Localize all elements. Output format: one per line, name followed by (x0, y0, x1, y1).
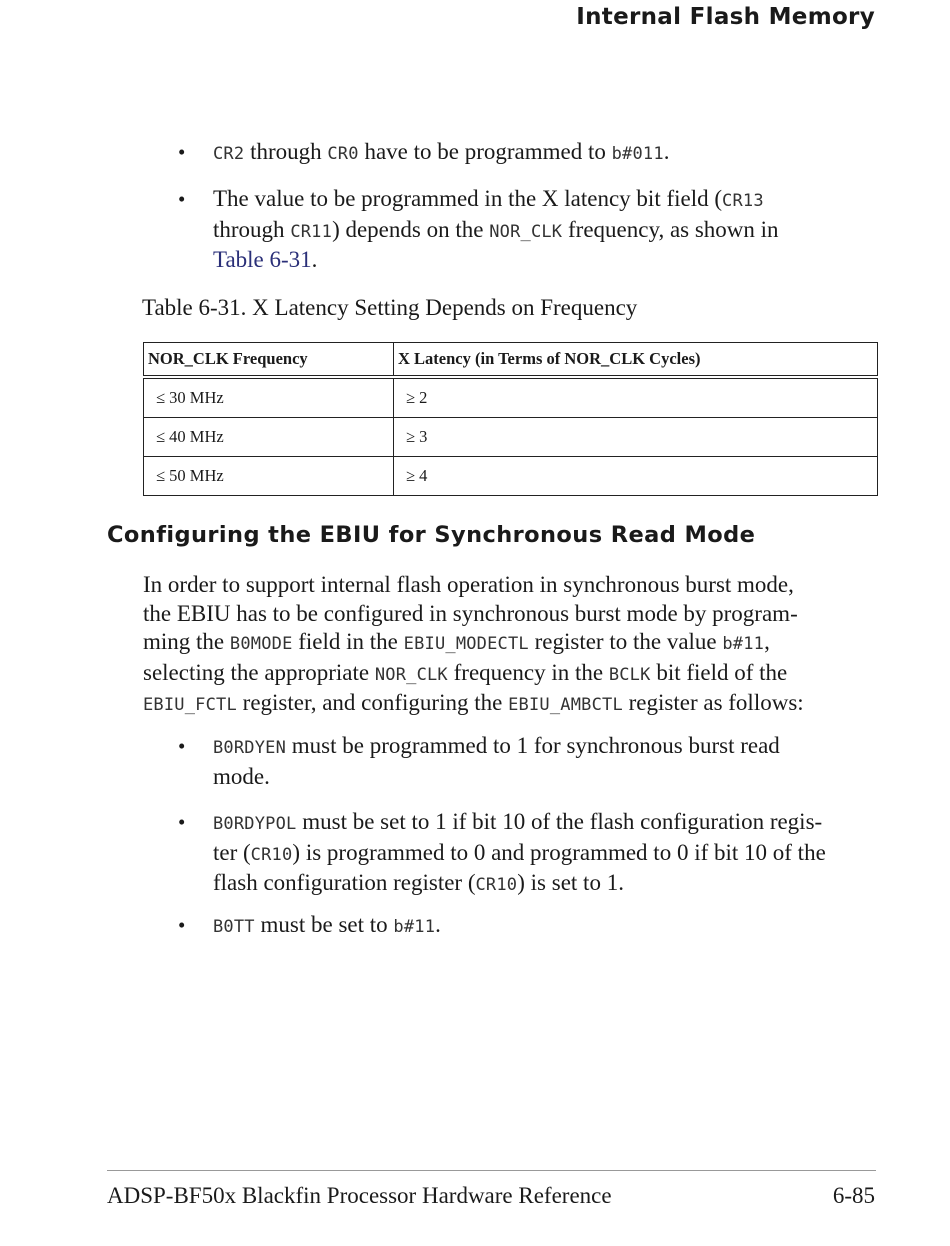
text-run: . (311, 247, 318, 272)
bullet-line (213, 185, 873, 216)
text-run: . (435, 912, 441, 937)
text-run: ter ( (213, 839, 251, 865)
register-name: NOR_CLK (489, 221, 563, 242)
text-run: register as follows: (622, 690, 804, 715)
register-name: B0TT (213, 917, 255, 937)
text-run: register to the value (528, 629, 723, 654)
register-name: CR2 (213, 144, 245, 164)
table-cell: ≤ 40 MHz (144, 418, 394, 457)
register-name: b#011 (611, 144, 664, 164)
register-name: CR10 (475, 875, 518, 895)
bullet-text (213, 732, 873, 791)
text-run: mode. (213, 763, 270, 789)
text-run: through (244, 139, 328, 164)
bullet-line (213, 839, 873, 870)
table-header-cell: X Latency (in Terms of NOR_CLK Cycles) (394, 343, 878, 378)
table-cell: ≤ 30 MHz (144, 377, 394, 418)
text-run: through (213, 216, 291, 242)
table-header-cell: NOR_CLK Frequency (144, 343, 394, 378)
table-cell: ≥ 4 (394, 457, 878, 496)
table-cell: ≥ 3 (394, 418, 878, 457)
text-run: In order to support internal flash operation in synchronous burst mode, (143, 572, 794, 597)
bullet-text (213, 808, 873, 900)
table-caption: Table 6-31. X Latency Setting Depends on Frequency (142, 295, 638, 320)
bullet-dot: • (178, 187, 186, 211)
text-run: ) is programmed to 0 and programmed to 0 if bit 10 of the (292, 839, 826, 865)
bullet-dot: • (178, 810, 186, 834)
text-run: bit field of the (650, 659, 788, 685)
table-row (144, 418, 878, 457)
register-name: b#11 (722, 634, 765, 654)
footer-rule (107, 1170, 876, 1171)
text-run: the EBIU has to be configured in synchronous burst mode by program- (143, 600, 798, 626)
text-run: ) is set to 1. (517, 870, 624, 895)
text-run: must be programmed to 1 for synchronous burst read (286, 733, 780, 758)
table-header-row (144, 343, 878, 378)
register-name: B0RDYPOL (213, 814, 297, 834)
bullet-text (213, 138, 873, 169)
bullet-line (213, 246, 873, 275)
paragraph-line (143, 628, 883, 659)
text-run: ) depends on the (332, 216, 490, 242)
paragraph-line (143, 571, 883, 600)
register-name: CR0 (327, 144, 359, 164)
table-row (144, 457, 878, 496)
paragraph-line (143, 659, 883, 690)
running-header: Internal Flash Memory (576, 4, 875, 30)
register-name: EBIU_MODECTL (403, 634, 529, 654)
text-run: selecting the appropriate (143, 659, 375, 685)
bullet-line (213, 216, 873, 247)
register-name: CR10 (250, 844, 293, 865)
table-cell: ≤ 50 MHz (144, 457, 394, 496)
text-run: must be set to (254, 912, 394, 937)
text-run: must be set to 1 if bit 10 of the flash configuration regis- (296, 809, 823, 834)
bullet-line (213, 763, 873, 792)
section-heading: Configuring the EBIU for Synchronous Read Mode (107, 522, 756, 548)
text-run: frequency in the (447, 659, 609, 685)
bullet-dot: • (178, 913, 186, 937)
text-run: frequency, as shown in (562, 216, 779, 242)
bullet-line (213, 732, 873, 763)
register-name: NOR_CLK (374, 664, 448, 685)
paragraph-line (143, 600, 883, 629)
bullet-line (213, 139, 670, 164)
register-name: b#11 (393, 917, 436, 937)
register-name: CR13 (722, 191, 764, 211)
register-name: B0RDYEN (213, 738, 287, 758)
body-paragraph (143, 571, 883, 720)
text-run: The value to be programmed in the X latency bit field ( (213, 186, 723, 211)
paragraph-line (143, 689, 883, 720)
text-run: field in the (292, 629, 404, 654)
register-name: EBIU_AMBCTL (508, 695, 623, 715)
table-reference-link[interactable]: Table 6-31 (213, 247, 312, 272)
text-run: register, and configuring the (236, 690, 509, 715)
page-number: 6-85 (832, 1183, 875, 1208)
bullet-line (213, 869, 873, 900)
bullet-dot: • (178, 140, 186, 164)
register-name: CR11 (290, 221, 333, 242)
text-run: . (663, 139, 670, 164)
footer-title: ADSP-BF50x Blackfin Processor Hardware Reference (107, 1183, 612, 1208)
register-name: BCLK (608, 664, 651, 685)
text-run: have to be programmed to (358, 139, 612, 164)
text-run: , (764, 629, 770, 654)
bullet-dot: • (178, 734, 186, 758)
table-row (144, 377, 878, 418)
register-name: EBIU_FCTL (143, 695, 237, 715)
bullet-line (213, 911, 873, 942)
bullet-text (213, 185, 873, 275)
register-name: B0MODE (229, 634, 293, 654)
table-cell: ≥ 2 (394, 377, 878, 418)
latency-table (143, 342, 878, 496)
bullet-line (213, 808, 873, 839)
text-run: flash configuration register ( (213, 870, 476, 895)
bullet-text (213, 911, 873, 942)
text-run: ming the (143, 629, 230, 654)
